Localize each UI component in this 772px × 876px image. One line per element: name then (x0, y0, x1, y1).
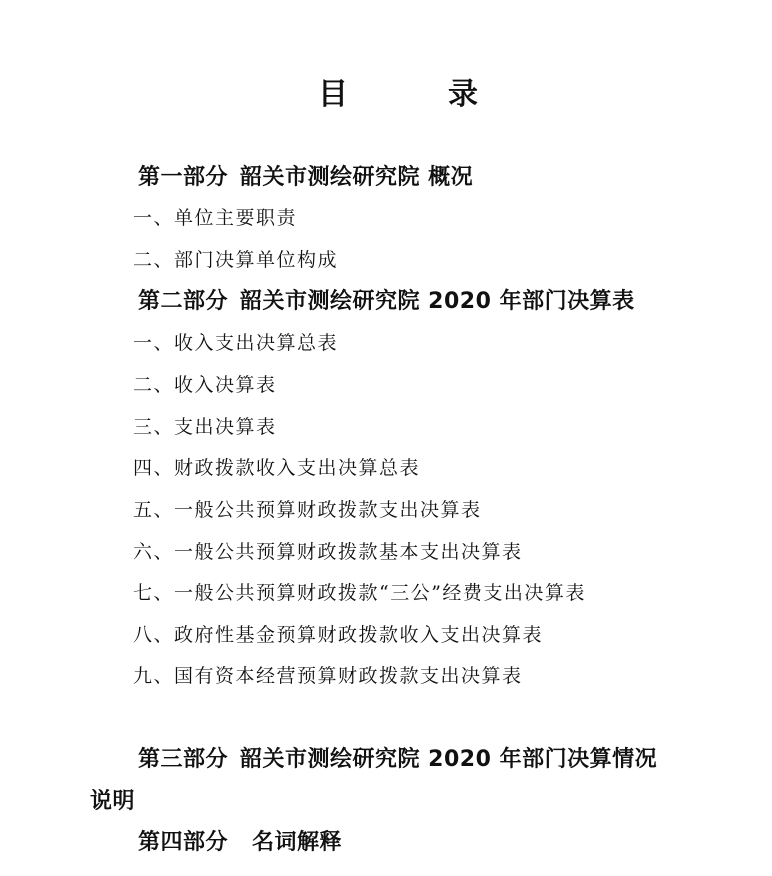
toc-item: 一、单位主要职责 (133, 207, 298, 229)
toc-title-char-1: 目 (318, 77, 348, 112)
part3-label: 第三部分 (138, 747, 229, 772)
part1-name: 韶关市测绘研究院 概况 (240, 165, 474, 190)
part3-heading-continued: 说明 (90, 789, 136, 814)
part3-name: 韶关市测绘研究院 2020 年部门决算情况 (240, 747, 658, 772)
toc-title (0, 72, 772, 118)
part4-label: 第四部分 (138, 830, 229, 855)
toc-item: 七、一般公共预算财政拨款“三公”经费支出决算表 (133, 582, 586, 604)
toc-item: 一、收入支出决算总表 (133, 332, 339, 354)
part3-heading (138, 744, 657, 776)
toc-item: 八、政府性基金预算财政拨款收入支出决算表 (133, 624, 544, 646)
toc-title-char-2: 录 (448, 77, 478, 112)
toc-item: 五、一般公共预算财政拨款支出决算表 (133, 499, 482, 521)
toc-item: 三、支出决算表 (133, 416, 277, 438)
toc-item: 四、财政拨款收入支出决算总表 (133, 457, 421, 479)
toc-item: 二、收入决算表 (133, 374, 277, 396)
part2-name: 韶关市测绘研究院 2020 年部门决算表 (240, 289, 635, 314)
part2-heading (138, 286, 635, 318)
toc-item: 九、国有资本经营预算财政拨款支出决算表 (133, 665, 523, 687)
part4-name: 名词解释 (252, 830, 343, 855)
toc-item: 六、一般公共预算财政拨款基本支出决算表 (133, 541, 523, 563)
part2-label: 第二部分 (138, 289, 229, 314)
toc-item: 二、部门决算单位构成 (133, 249, 339, 271)
part4-heading (138, 827, 342, 859)
part1-heading (138, 162, 473, 194)
part1-label: 第一部分 (138, 165, 229, 190)
